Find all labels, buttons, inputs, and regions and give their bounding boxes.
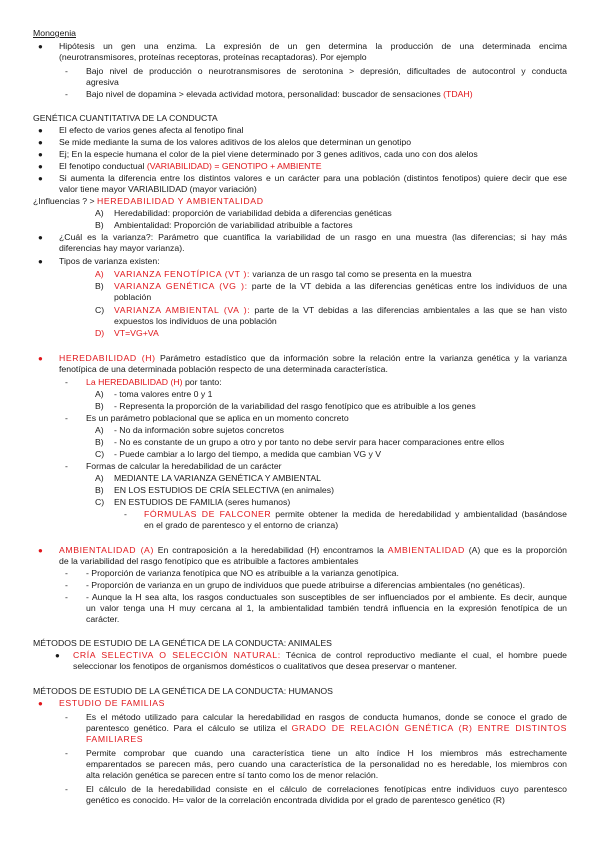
bullet-marker: ●	[38, 42, 43, 51]
dash-marker: -	[65, 377, 68, 387]
influencias-heredabilidad: Heredabilidad: proporción de variabilidad debida a diferencias genéticas	[114, 208, 392, 218]
list-marker-b: B)	[95, 485, 104, 495]
cria-selectiva: CRÍA SELECTIVA O SELECCIÓN NATURAL: Técnica de control reproductivo mediante el cual, el hombre puede	[73, 650, 568, 660]
ambientalidad-s2: - Proporción de varianza en un grupo de individuos que puede atribuirse a diferencias ambientales (no genéticas).	[86, 580, 525, 590]
heredabilidad-formas: Formas de calcular la heredabilidad de un carácter	[86, 461, 282, 471]
monogenia-sub1-line2: agresiva	[86, 77, 119, 87]
ambientalidad-definition-line2: de la variabilidad del rasgo fenotípico que es atribuible a factores ambientales	[59, 556, 359, 566]
list-marker-c: C)	[95, 497, 105, 507]
familias-s2: Permite comprobar que cuando una característica tiene un alto índice H los miembros más estrechamente	[86, 748, 567, 758]
animales-heading: MÉTODOS DE ESTUDIO DE LA GENÉTICA DE LA CONDUCTA: ANIMALES	[33, 638, 332, 648]
tipos-varianza: Tipos de varianza existen:	[59, 256, 160, 266]
poblacional-b: - No es constante de un grupo a otro y por tanto no debe servir para hacer comparaciones entre ellos	[114, 437, 505, 447]
forma-a: MEDIANTE LA VARIANZA GENÉTICA Y AMBIENTAL	[114, 473, 321, 483]
familias-s2-line2: emparentados se parecen más, pero cuando una característica de la personalidad no es heredable, los miembros con	[86, 759, 567, 769]
bullet-marker: ●	[38, 233, 43, 242]
familias-s1: Es el método utilizado para calcular la heredabilidad en rasgos de conducta humanos, donde se conoce el grado de	[86, 712, 567, 722]
ambientalidad-s3-line2: un valor tenga una H muy cercana al 1, la ambientalidad también tendrá influencia en la expresión fenotípica de un	[86, 603, 567, 613]
monogenia-p1-line2: (neurotransmisores, proteínas receptoras, proteínas recaptadoras). Por ejemplo	[59, 52, 367, 62]
list-marker-a: A)	[95, 473, 104, 483]
cuantitativa-heading: GENÉTICA CUANTITATIVA DE LA CONDUCTA	[33, 113, 218, 123]
list-marker-c: C)	[95, 305, 105, 315]
ambientalidad-s1: - Proporción de varianza fenotípica que NO es atribuible a la varianza genotípica.	[86, 568, 399, 578]
list-marker-a: A)	[95, 389, 104, 399]
ambientalidad-s3: - Aunque la H sea alta, los rasgos conductuales son susceptibles de ser influenciados por el ambiente. Es decir, aunque	[86, 592, 567, 602]
ambientalidad-definition: AMBIENTALIDAD (A) En contraposición a la heredabilidad (H) encontramos la AMBIENTALIDAD (A) que es la proporción	[59, 545, 567, 555]
dash-marker: -	[65, 66, 68, 76]
cuantitativa-b3: Ej; En la especie humana el color de la piel viene determinado por 3 genes aditivos, cada uno con dos alelos	[59, 149, 478, 159]
list-marker-b: B)	[95, 281, 104, 291]
cuantitativa-b2: Se mide mediante la suma de los valores aditivos de los alelos que determinan un genotipo	[59, 137, 412, 147]
monogenia-sub1: Bajo nivel de producción o neurotransmisores de serotonina > depresión, dificultades de autocontrol y conducta	[86, 66, 567, 76]
heredabilidad-portanto: La HEREDABILIDAD (H) por tanto:	[86, 377, 222, 387]
varianza-genetica-line2: población	[114, 292, 152, 302]
varianza-ambiental-line2: expuestos los individuos de una población	[114, 316, 277, 326]
cuantitativa-b5-line2: valor tiene mayor VARIABILIDAD (mayor variación)	[59, 184, 257, 194]
falconer-line: FÓRMULAS DE FALCONER permite obtener la medida de heredabilidad y ambientalidad (basándose	[144, 509, 567, 519]
forma-b: EN LOS ESTUDIOS DE CRÍA SELECTIVA (en animales)	[114, 485, 334, 495]
heredabilidad-valores: - toma valores entre 0 y 1	[114, 389, 213, 399]
monogenia-sub2: Bajo nivel de dopamina > elevada actividad motora, personalidad: buscador de sensaciones (TDAH)	[86, 89, 473, 99]
dash-marker: -	[65, 568, 68, 578]
list-marker-a: A)	[95, 425, 104, 435]
familias-s1-line3: FAMILIARES	[86, 734, 144, 744]
bullet-marker: ●	[38, 174, 43, 183]
influencias-ambientalidad: Ambientalidad: Proporción de variabilidad atribuible a factores	[114, 220, 353, 230]
bullet-marker: ●	[38, 699, 43, 708]
bullet-marker: ●	[38, 257, 43, 266]
monogenia-heading: Monogenia	[33, 28, 76, 38]
familias-s2-line3: alta relación genética se parecen entre sí tanto como los de menor relación.	[86, 770, 379, 780]
bullet-marker: ●	[38, 150, 43, 159]
heredabilidad-proporcion: - Representa la proporción de la variabilidad del rasgo fenotípico que es atribuible a los genes	[114, 401, 476, 411]
forma-c: EN ESTUDIOS DE FAMILIA (seres humanos)	[114, 497, 291, 507]
cria-selectiva-line2: seleccionar los fenotipos de organismos domésticos o cualitativos que desea preservar o mantener.	[73, 661, 457, 671]
familias-s3: El cálculo de la heredabilidad consiste en el cálculo de correlaciones fenotípicas entre individuos cuyo parentesco	[86, 784, 567, 794]
cuantitativa-b4: El fenotipo conductual (VARIABILIDAD) = GENOTIPO + AMBIENTE	[59, 161, 322, 171]
dash-marker: -	[65, 592, 68, 602]
bullet-marker: ●	[38, 354, 43, 363]
list-marker-a: A)	[95, 269, 104, 279]
heredabilidad-definition-line2: fenotípica de una determinada población respecto de una determinada característica.	[59, 364, 388, 374]
varianza-question-line2: diferencias hay mayor varianza).	[59, 243, 185, 253]
list-marker-b: B)	[95, 220, 104, 230]
dash-marker: -	[65, 461, 68, 471]
cuantitativa-b1: El efecto de varios genes afecta al fenotipo final	[59, 125, 244, 135]
bullet-marker: ●	[38, 162, 43, 171]
bullet-marker: ●	[55, 651, 60, 660]
monogenia-p1: Hipótesis un gen una enzima. La expresión de un gen determina la producción de una determinada encima	[59, 41, 567, 51]
varianza-ambiental: VARIANZA AMBIENTAL (VA ): parte de la VT debidas a las diferencias ambientales a las que se han visto	[114, 305, 567, 315]
ambientalidad-s3-line3: carácter.	[86, 614, 120, 624]
estudio-familias: ESTUDIO DE FAMILIAS	[59, 698, 166, 708]
dash-marker: -	[65, 712, 68, 722]
varianza-genetica: VARIANZA GENÉTICA (VG ): parte de la VT debida a las diferencias genéticas entre los individuos de una	[114, 281, 567, 291]
heredabilidad-poblacional: Es un parámetro poblacional que se aplica en un momento concreto	[86, 413, 349, 423]
bullet-marker: ●	[38, 546, 43, 555]
dash-marker: -	[65, 413, 68, 423]
dash-marker: -	[65, 89, 68, 99]
varianza-formula: VT=VG+VA	[114, 328, 159, 338]
influencias-line: ¿Influencias ? > HEREDABILIDAD Y AMBIENTALIDAD	[33, 196, 264, 206]
varianza-question: ¿Cuál es la varianza?: Parámetro que cuantifica la variabilidad de un rasgo en una muestra (las diferencias; si hay más	[59, 232, 567, 242]
dash-marker: -	[65, 784, 68, 794]
familias-s3-line2: genético es conocido. H= valor de la correlación encontrada dividida por el grado de parentesco genético (R)	[86, 795, 505, 805]
cuantitativa-b5: Si aumenta la diferencia entre los distintos valores e un carácter para una población (distintos fenotipos) quiere decir que ese	[59, 173, 567, 183]
familias-s1-line2: parentesco genético. Para el cálculo se utiliza el GRADO DE RELACIÓN GENÉTICA (R) ENTRE DISTINTOS	[86, 723, 568, 733]
bullet-marker: ●	[38, 126, 43, 135]
falconer-line2: en el grado de parentesco y el entorno de crianza)	[144, 520, 339, 530]
heredabilidad-definition: HEREDABILIDAD (H) Parámetro estadístico que da información sobre la relación entre la varianza genética y la varianza	[59, 353, 567, 363]
poblacional-c: - Puede cambiar a lo largo del tiempo, a medida que cambian VG y V	[114, 449, 382, 459]
poblacional-a: - No da información sobre sujetos concretos	[114, 425, 284, 435]
list-marker-c: C)	[95, 449, 105, 459]
list-marker-d: D)	[95, 328, 105, 338]
humanos-heading: MÉTODOS DE ESTUDIO DE LA GENÉTICA DE LA CONDUCTA: HUMANOS	[33, 686, 333, 696]
dash-marker: -	[124, 509, 127, 519]
varianza-fenotipica: VARIANZA FENOTÍPICA (VT ): varianza de un rasgo tal como se presenta en la muestra	[114, 269, 472, 279]
list-marker-b: B)	[95, 401, 104, 411]
list-marker-a: A)	[95, 208, 104, 218]
bullet-marker: ●	[38, 138, 43, 147]
list-marker-b: B)	[95, 437, 104, 447]
dash-marker: -	[65, 580, 68, 590]
dash-marker: -	[65, 748, 68, 758]
